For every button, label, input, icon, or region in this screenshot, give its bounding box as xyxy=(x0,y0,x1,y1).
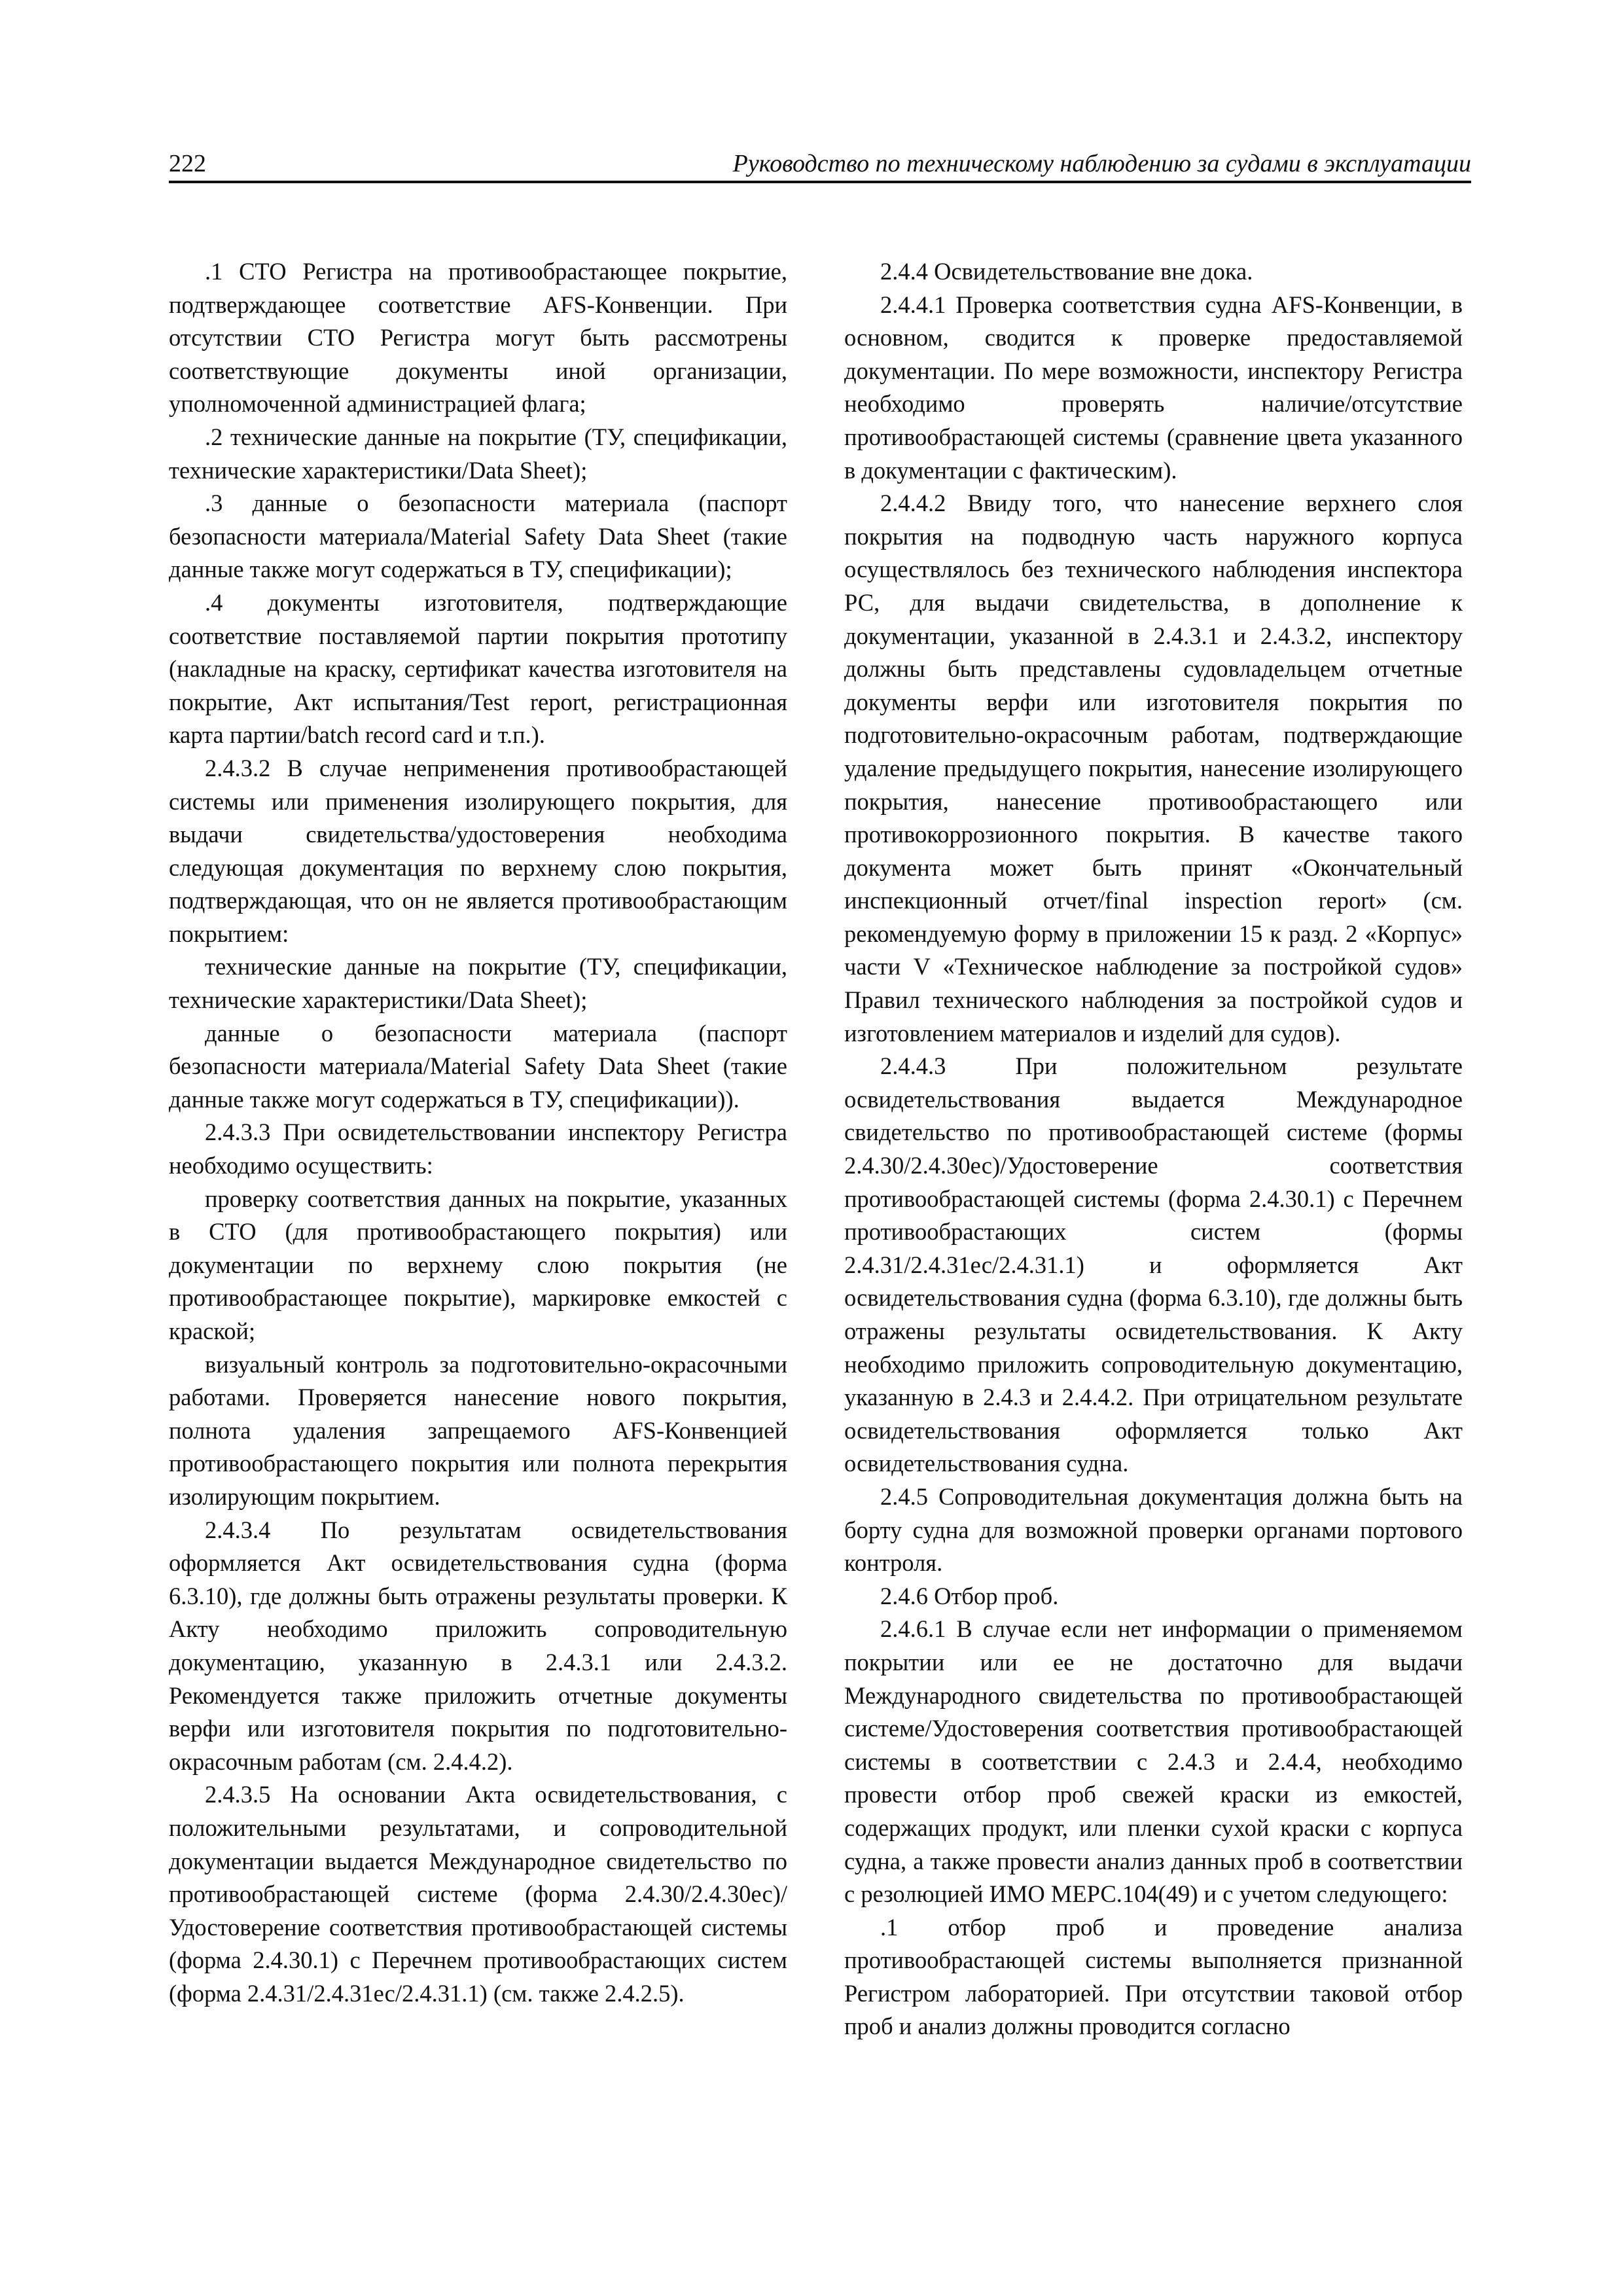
running-title: Руководство по техническому наблюдению за судами в эксплуатации xyxy=(732,150,1471,177)
right-column xyxy=(844,255,1463,2140)
paragraph-2-4-3-4: 2.4.3.4 По результатам освидетельствования оформляется Акт освидетельствования судна (форма 6.3.10), где должны быть отражены результаты проверки. К Акту необходимо приложить сопроводительную документацию, указанную в 2.4.3.1 или 2.4.3.2. Рекомендуется также приложить отчетные документы верфи или изготовителя покрытия по подготовительно-окрасочным работам (см. 2.4.4.2). xyxy=(169,1516,787,1775)
paragraph-check-data: проверку соответствия данных на покрытие, указанных в СТО (для противообрастающего покрытия) или документации по верхнему слою покрытия (не противообрастающее покрытие), маркировке емкостей с краской; xyxy=(169,1185,787,1344)
paragraph-item-1: .1 СТО Регистра на противообрастающее покрытие, подтверждающее соответствие AFS-Конвенции. При отсутствии СТО Регистра могут быть рассмотрены соответствующие документы иной организации, уполномоченной администрацией флага; xyxy=(169,258,787,418)
paragraph-tech-data: технические данные на покрытие (ТУ, спецификации, технические характеристики/Data Sheet); xyxy=(169,953,787,1014)
paragraph-2-4-5: 2.4.5 Сопроводительная документация должна быть на борту судна для возможной проверки органами портового контроля. xyxy=(844,1482,1463,1577)
page-number: 222 xyxy=(169,150,206,177)
page-header xyxy=(169,145,1471,183)
paragraph-2-4-3-2: 2.4.3.2 В случае неприменения противообрастающей системы или применения изолирующего покрытия, для выдачи свидетельства/удостоверения необходима следующая документация по верхнему слою покрытия, подтверждающая, что он не является противообрастающим покрытием: xyxy=(169,754,787,947)
paragraph-visual-control: визуальный контроль за подготовительно-окрасочными работами. Проверяется нанесение нового покрытия, полнота удаления запрещаемого AFS-Конвенцией противообрастающего покрытия или полнота перекрытия изолирующим покрытием. xyxy=(169,1350,787,1510)
paragraph-safety-data: данные о безопасности материала (паспорт безопасности материала/Material Safety Data Sheet (такие данные также могут содержаться в ТУ, спецификации)). xyxy=(169,1019,787,1113)
paragraph-2-4-4-3: 2.4.4.3 При положительном результате освидетельствования выдается Международное свидетельство по противообрастающей системе (формы 2.4.30/2.4.30ес)/Удостоверение соответствия противообрастающей системы (форма 2.4.30.1) с Перечнем противообрастающих систем (формы 2.4.31/2.4.31ес/2.4.31.1) и оформляется Акт освидетельствования судна (форма 6.3.10), где должны быть отражены результаты освидетельствования. К Акту необходимо приложить сопроводительную документацию, указанную в 2.4.3 и 2.4.4.2. При отрицательном результате освидетельствования оформляется только Акт освидетельствования судна. xyxy=(844,1052,1463,1477)
left-column xyxy=(169,255,787,2140)
paragraph-item-4: .4 документы изготовителя, подтверждающие соответствие поставляемой партии покрытия прототипу (накладные на краску, сертификат качества изготовителя на покрытие, Акт испытания/Test report, регистрационная карта партии/batch record card и т.п.). xyxy=(169,588,787,749)
paragraph-2-4-4: 2.4.4 Освидетельствование вне дока. xyxy=(880,258,1253,285)
paragraph-2-4-3-3: 2.4.3.3 При освидетельствовании инспектору Регистра необходимо осуществить: xyxy=(169,1119,787,1179)
paragraph-2-4-6: 2.4.6 Отбор проб. xyxy=(880,1582,1059,1609)
paragraph-item-3: .3 данные о безопасности материала (паспорт безопасности материала/Material Safety Data Sheet (такие данные также могут содержаться в ТУ, спецификации); xyxy=(169,490,787,583)
paragraph-2-4-6-1: 2.4.6.1 В случае если нет информации о применяемом покрытии или ее не достаточно для выдачи Международного свидетельства по противообрастающей системе/Удостоверения соответствия противообрастающей системы в соответствии с 2.4.3 и 2.4.4, необходимо провести отбор проб свежей краски из емкостей, содержащих продукт, или пленки сухой краски с корпуса судна, а также провести анализ данных проб в соответствии с резолюцией ИМО МЕРС.104(49) и с учетом следующего: xyxy=(844,1615,1463,1908)
paragraph-2-4-4-2: 2.4.4.2 Ввиду того, что нанесение верхнего слоя покрытия на подводную часть наружного корпуса осуществлялось без технического наблюдения инспектора РС, для выдачи свидетельства, в дополнение к документации, указанной в 2.4.3.1 и 2.4.3.2, инспектору должны быть представлены судовладельцем отчетные документы верфи или изготовителя покрытия по подготовительно-окрасочным работам, подтверждающие удаление предыдущего покрытия, нанесение изолирующего покрытия, нанесение противообрастающего или противокоррозионного покрытия. В качестве такого документа может быть принят «Окончательный инспекционный отчет/final inspection report» (см. рекомендуемую форму в приложении 15 к разд. 2 «Корпус» части V «Техническое наблюдение за постройкой судов» Правил технического наблюдения за постройкой судов и изготовлением материалов и изделий для судов). xyxy=(844,490,1463,1047)
paragraph-2-4-4-1: 2.4.4.1 Проверка соответствия судна AFS-Конвенции, в основном, сводится к проверке предоставляемой документации. По мере возможности, инспектору Регистра необходимо проверять наличие/отсутствие противообрастающей системы (сравнение цвета указанного в документации с фактическим). xyxy=(844,291,1463,484)
paragraph-sampling-item-1: .1 отбор проб и проведение анализа противообрастающей системы выполняется признанной Регистром лабораторией. При отсутствии таковой отбор проб и анализ должны проводится согласно xyxy=(844,1913,1463,2040)
paragraph-2-4-3-5: 2.4.3.5 На основании Акта освидетельствования, с положительными результатами, и сопроводительной документации выдается Международное свидетельство по противообрастающей системе (форма 2.4.30/2.4.30ес)/Удостоверение соответствия противообрастающей системы (форма 2.4.30.1) с Перечнем противообрастающих систем (форма 2.4.31/2.4.31ес/2.4.31.1) (см. также 2.4.2.5). xyxy=(169,1781,787,2007)
paragraph-item-2: .2 технические данные на покрытие (ТУ, спецификации, технические характеристики/Data Sheet); xyxy=(169,423,787,484)
